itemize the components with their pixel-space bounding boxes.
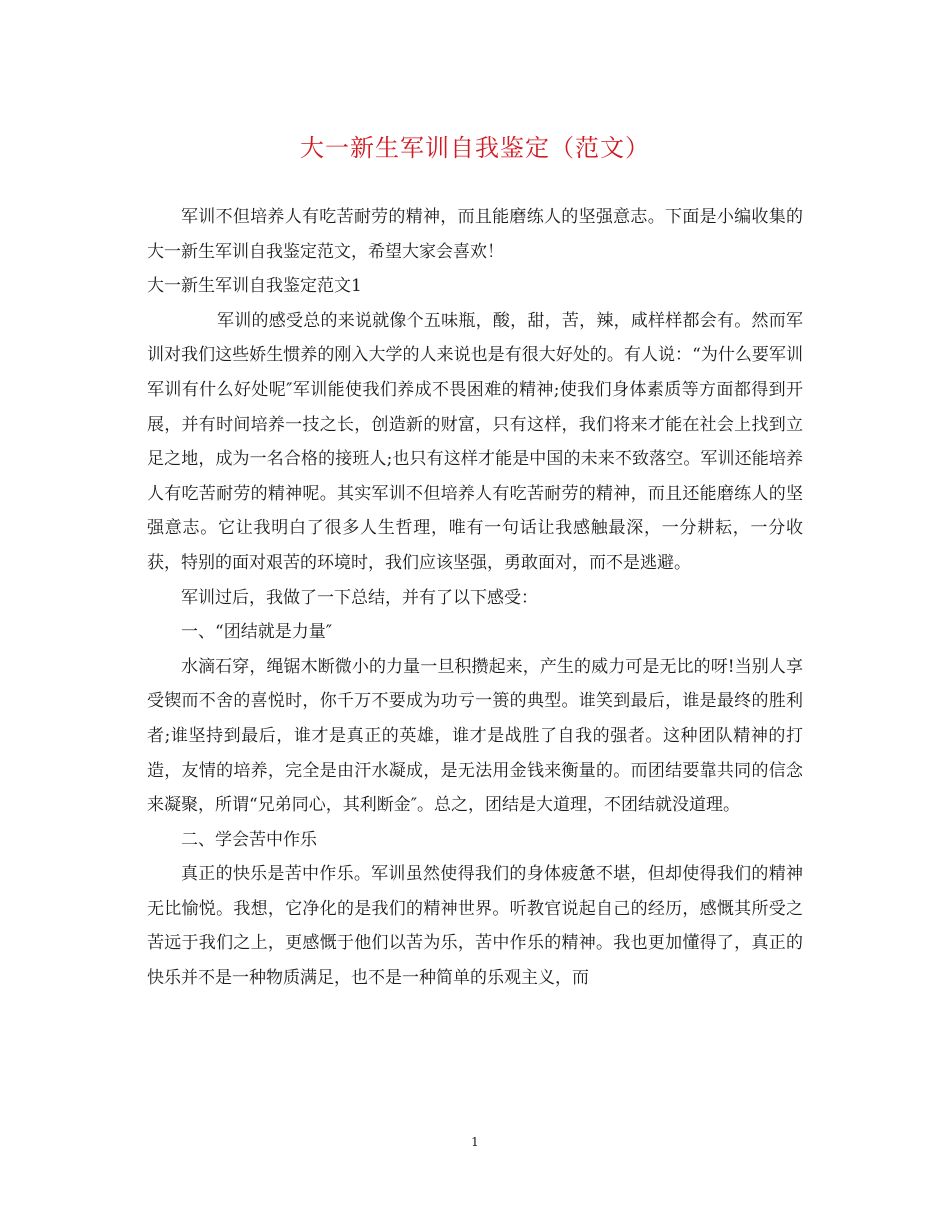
body-paragraph-summary-intro: 军训过后，我做了一下总结，并有了以下感受： xyxy=(181,587,538,608)
subheading-joy-in-hardship: 二、学会苦中作乐 xyxy=(181,829,317,850)
subheading-unity: 一、“团结就是力量″ xyxy=(181,622,333,643)
body-paragraph-joy-in-hardship: 真正的快乐是苦中作乐。军训虽然使得我们的身体疲惫不堪，但却使得我们的精神无比愉悦。我想，它净化的是我们的精神世界。听教官说起自己的经历，感慨其所受之苦远于我们之上，更感慨于他们以苦为乐，苦中作乐的精神。我也更加懂得了，真正的快乐并不是一种物质满足，也不是一种简单的乐观主义，而 xyxy=(147,864,803,989)
document-title: 大一新生军训自我鉴定（范文） xyxy=(300,134,650,162)
section-heading-sample-1: 大一新生军训自我鉴定范文1 xyxy=(147,276,362,297)
document-body xyxy=(147,200,803,996)
intro-paragraph: 军训不但培养人有吃苦耐劳的精神，而且能磨练人的坚强意志。下面是小编收集的大一新生军训自我鉴定范文，希望大家会喜欢！ xyxy=(147,207,803,262)
page-number: 1 xyxy=(471,1135,479,1149)
body-paragraph-unity: 水滴石穿，绳锯木断微小的力量一旦积攒起来，产生的威力可是无比的呀!当别人享受锲而不舍的喜悦时，你千万不要成为功亏一篑的典型。谁笑到最后，谁是最终的胜利者;谁坚持到最后，谁才是真正的英雄，谁才是战胜了自我的强者。这种团队精神的打造，友情的培养，完全是由汗水凝成，是无法用金钱来衡量的。而团结要靠共同的信念来凝聚，所谓“兄弟同心，其利断金″。总之，团结是大道理，不团结就没道理。 xyxy=(147,656,803,816)
body-paragraph-military-training-feelings: 军训的感受总的来说就像个五味瓶，酸，甜，苦，辣，咸样样都会有。然而军训对我们这些娇生惯养的刚入大学的人来说也是有很大好处的。有人说：“为什么要军训军训有什么好处呢″军训能使我们养成不畏困难的精神;使我们身体素质等方面都得到开展，并有时间培养一技之长，创造新的财富，只有这样，我们将来才能在社会上找到立足之地，成为一名合格的接班人;也只有这样才能是中国的未来不致落空。军训还能培养人有吃苦耐劳的精神呢。其实军训不但培养人有吃苦耐劳的精神，而且还能磨练人的坚强意志。它让我明白了很多人生哲理，唯有一句话让我感触最深，一分耕耘，一分收获，特别的面对艰苦的环境时，我们应该坚强，勇敢面对，而不是逃避。 xyxy=(147,310,803,573)
